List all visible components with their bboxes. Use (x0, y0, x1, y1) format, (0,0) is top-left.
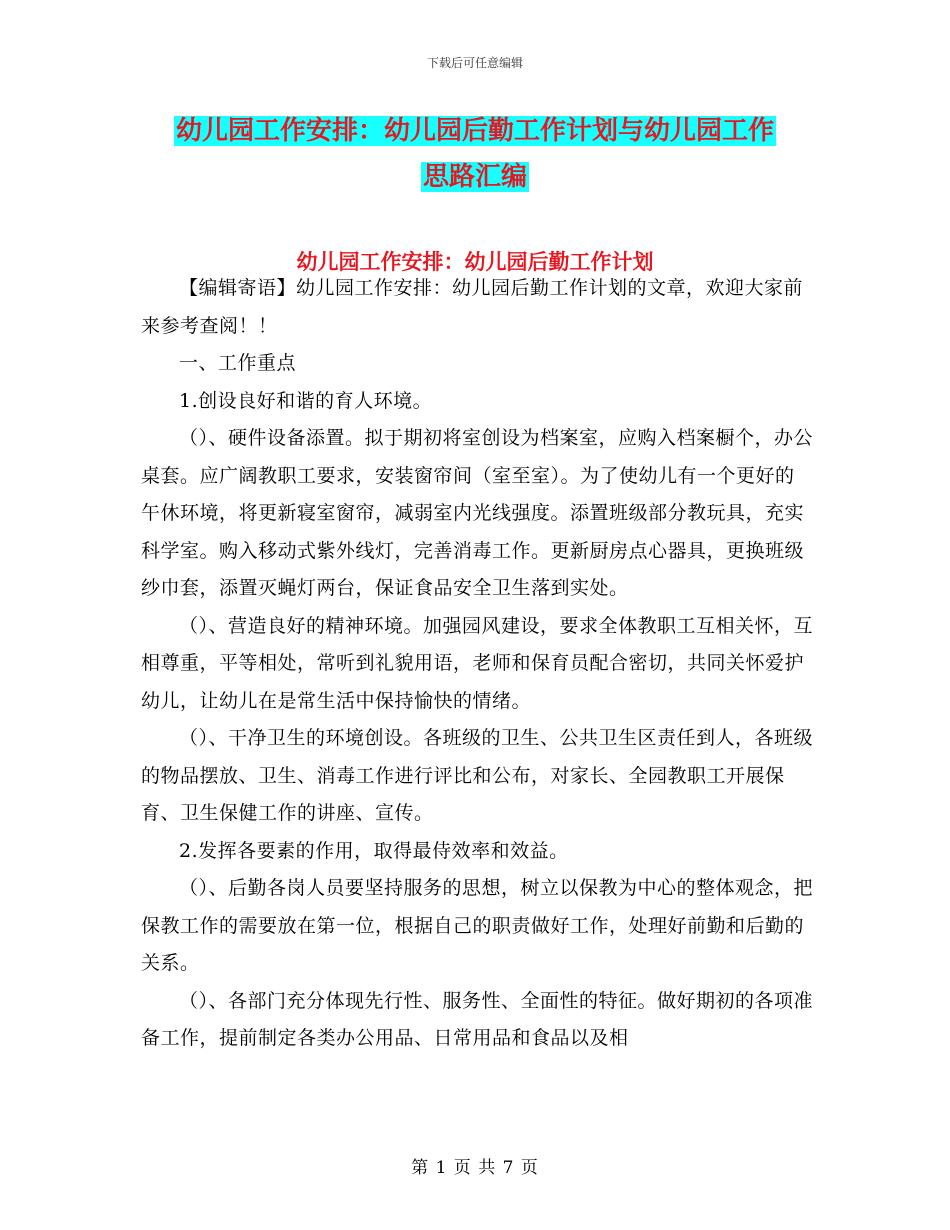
item-1-heading: 1.创设良好和谐的育人环境。 (179, 389, 433, 412)
document-title-line-2: 思路汇编 (422, 162, 527, 192)
page-footer: 第 1 页 共 7 页 (411, 1158, 539, 1178)
document-body (141, 270, 813, 1058)
paragraph-departments: （）、各部门充分体现先行性、服务性、全面性的特征。做好期初的各项准备工作，提前制定各类办公用品、日常用品和食品以及相 (141, 989, 814, 1049)
document-title (0, 108, 950, 200)
editor-note-paragraph: 【编辑寄语】幼儿园工作安排：幼儿园后勤工作计划的文章，欢迎大家前来参考查阅！！ (141, 277, 804, 337)
paragraph-hardware: （）、硬件设备添置。拟于期初将室创设为档案室，应购入档案橱个，办公桌套。应广阔教职工要求，安装窗帘间（室至室）。为了使幼儿有一个更好的午休环境，将更新寝室窗帘，减弱室内光线强度。添置班级部分教玩具，充实科学室。购入移动式紫外线灯，完善消毒工作。更新厨房点心器具，更换班级纱巾套，添置灭蝇灯两台，保证食品安全卫生落到实处。 (141, 427, 814, 599)
item-2-heading: 2.发挥各要素的作用，取得最侍效率和效益。 (179, 839, 569, 862)
paragraph-logistics-staff: （）、后勤各岗人员要坚持服务的思想，树立以保教为中心的整体观念，把保教工作的需要放在第一位，根据自己的职责做好工作，处理好前勤和后勤的关系。 (141, 877, 814, 974)
header-note: 下载后可任意编辑 (426, 56, 523, 70)
document-title-line-1: 幼儿园工作安排：幼儿园后勤工作计划与幼儿园工作 (175, 116, 774, 146)
paragraph-hygiene-environment: （）、干净卫生的环境创设。各班级的卫生、公共卫生区责任到人，各班级的物品摆放、卫生、消毒工作进行评比和公布，对家长、全园教职工开展保育、卫生保健工作的讲座、宣传。 (141, 727, 814, 824)
paragraph-spiritual-environment: （）、营造良好的精神环境。加强园风建设，要求全体教职工互相关怀，互相尊重，平等相处，常听到礼貌用语，老师和保育员配合密切，共同关怀爱护幼儿，让幼儿在是常生活中保持愉快的情绪。 (141, 614, 814, 712)
heading-work-focus: 一、工作重点 (179, 352, 297, 374)
section-title: 幼儿园工作安排：幼儿园后勤工作计划 (296, 250, 654, 274)
